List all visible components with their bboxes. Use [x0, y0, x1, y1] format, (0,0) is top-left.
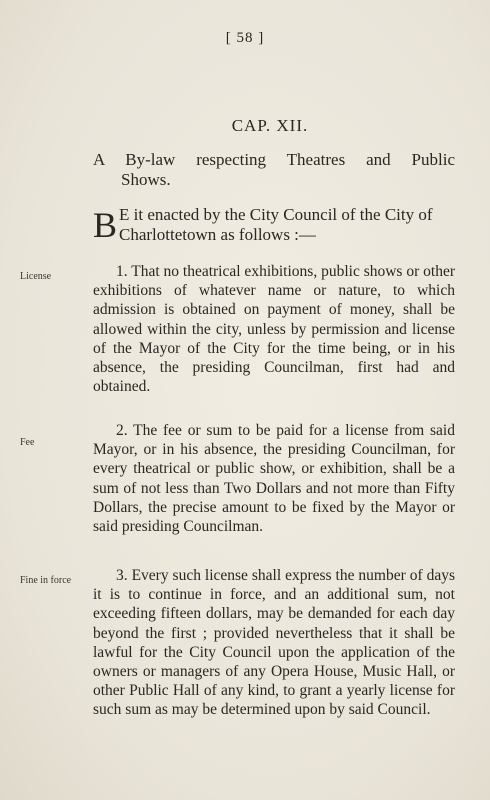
chapter-heading: CAP. XII.: [231, 116, 309, 135]
section-1: [93, 262, 455, 396]
margin-note-fine-in-force: Fine in force: [20, 575, 72, 586]
bylaw-title-line1: A By-law respecting Theatres and Public: [93, 150, 455, 169]
margin-note-fee: Fee: [20, 437, 35, 448]
enacting-clause-text: E it enacted by the City Council of the City of Charlottetown as follows :—: [119, 205, 433, 244]
margin-note-license: License: [20, 271, 52, 282]
section-2: [93, 421, 455, 536]
drop-cap: B: [93, 205, 118, 245]
section-3: [93, 566, 455, 720]
page-number: [ 58 ]: [225, 30, 265, 46]
enacting-clause: [93, 205, 455, 245]
bylaw-title-line2: Shows.: [121, 170, 171, 189]
section-1-text: 1. That no theatrical exhibitions, public shows or other exhibitions of whatever name or nature, to which admission is obtained on payment of money, shall be allowed within the city, unless by permission and license of the Mayor of the City for the time being, or in his absence, the presiding Councilman, first had and obtained.: [93, 263, 455, 396]
section-3-text: 3. Every such license shall express the number of days it is to continue in force, and an additional sum, not exceeding fifteen dollars, may be demanded for each day beyond the first ; provided nevertheless that it shall be lawful for the City Council upon the application of the owners or managers of any Opera House, Music Hall, or other Public Hall of any kind, to grant a yearly license for such sum as may be determined upon by said Council.: [93, 567, 455, 719]
section-2-text: 2. The fee or sum to be paid for a license from said Mayor, or in his absence, the presiding Councilman, for every theatrical or public show, or exhibition, shall be a sum of not less than Two Dollars and not more than Fifty Dollars, the precise amount to be fixed by the Mayor or said presiding Councilman.: [93, 422, 455, 536]
